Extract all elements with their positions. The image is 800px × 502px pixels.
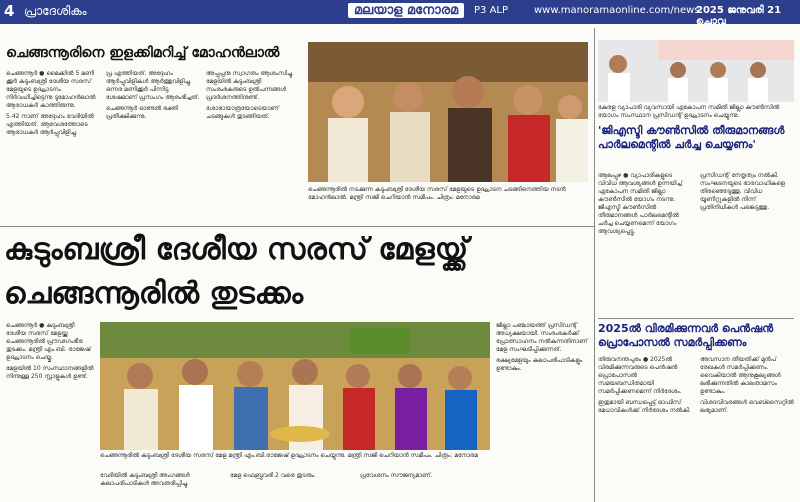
brand-logo: മലയാള മനോരമ — [348, 3, 464, 18]
story3-col2-para: അവസാന തീയതിക്ക് മുൻപ് രേഖകൾ സമർപ്പിക്കണം. വൈകിയാൽ ആനുകൂല്യങ്ങൾ ലഭിക്കുന്നതിൽ കാലതാമസം ഉണ്ടാകും. — [700, 356, 781, 395]
story3-col2-para: വിശദവിവരങ്ങൾ വെബ്സൈറ്റിൽ ലഭ്യമാണ്. — [700, 399, 794, 414]
story3-headline-line2: പ്രൊപോസൽ സമർപ്പിക്കണം — [598, 336, 747, 349]
story1-col1-para: 5.42 നാണ് അദ്ദേഹം വേദിയിൽ എത്തിയത്. ആവേശത്തോടെ ആരാധകർ ആർപ്പുവിളിച്ചു. — [6, 113, 94, 136]
story2-bottom-column-3 — [360, 472, 490, 498]
sidebar-column-2 — [700, 172, 794, 312]
website-link[interactable]: www.manoramaonline.com/news — [534, 5, 700, 16]
story1-col2-para: ചെങ്ങന്നൂർ ഓണ്ടൽ ഭക്തി പ്രതീക്ഷിക്കുന്നു. — [106, 105, 179, 120]
story3-column-1 — [598, 356, 692, 496]
story1-headline: ചെങ്ങന്നൂരിനെ ഇളക്കിമറിച്ച് മോഹൻലാൽ — [6, 45, 280, 61]
traders-meeting-photo — [598, 40, 794, 102]
sidebar-col1-para: ആലപ്പുഴ ● വ്യാപാരികളുടെ വിവിധ ആവശ്യങ്ങൾ ഉന്നയിച്ച് ഏകോപന സമിതി ജില്ലാ കൗൺസിൽ യോഗം നടന്നു. ജിഎസ്ടി കൗൺസിൽ തീരുമാനങ്ങൾ പാർലമെന്റിൽ ചർച്ച ചെയ്യണമെന്ന് യോഗം ആവശ്യപ്പെട്ടു. — [598, 172, 683, 235]
sidebar-col2-para: പ്രസിഡന്റ് നേതൃത്വം നൽകി. സംഘടനയുടെ ഭാരവാഹികളെ തിരഞ്ഞെടുത്തു. വിവിധ യൂണിറ്റുകളിൽ നിന്ന് പ്രതിനിധികൾ പങ്കെടുത്തു. — [700, 172, 785, 211]
story2-col2-para: ഭക്ഷ്യമേളയും കലാപരിപാടികളും ഉണ്ടാകും. — [496, 357, 583, 372]
story1-column-3 — [206, 70, 300, 220]
story2-column-1 — [6, 322, 94, 492]
story2-bottom-para: പ്രവേശനം സൗജന്യമാണ്. — [360, 472, 433, 479]
issue-date: 2025 ജനുവരി 21 ചൊവ്വ — [696, 5, 782, 27]
story2-headline-line2: ചെങ്ങന്നൂരിൽ തുടക്കം — [4, 276, 304, 311]
mohanlal-photo — [308, 42, 588, 182]
sarasa-mela-photo — [100, 322, 490, 450]
section-name: പ്രാദേശികം — [24, 4, 87, 18]
story1-col2-para: പ്ര എത്തിയത്. അദ്ദേഹം ആർപ്പുവിളികൾ ആർത്തുവിളിച്ചു. ഒന്നര മണിക്കൂർ പിന്നിട്ട ശേഷമാണ് പ്രസംഗം ആരംഭിച്ചത്. — [106, 70, 200, 101]
story2-col1-para: ചെങ്ങന്നൂർ ● കുടുംബശ്രീ ദേശീയ സരസ് മേളയ്ക്കു ചെങ്ങന്നൂരിൽ പ്രൗഢഗംഭീര തുടക്കം. മന്ത്രി എം.ബി. രാജേഷ് ഉദ്ഘാടനം ചെയ്തു. — [6, 322, 91, 361]
story2-col2-para: ജില്ലാ പഞ്ചായത്ത് പ്രസിഡന്റ് അധ്യക്ഷയായി. സംരംഭകർക്ക് പ്രോത്സാഹനം നൽകുന്നതിനാണ് മേള സംഘടിപ്പിക്കുന്നത്. — [496, 322, 588, 353]
story2-headline-line1: കുടുംബശ്രീ ദേശീയ സരസ് മേളയ്ക്ക് — [4, 232, 469, 267]
sidebar-headline: 'ജിഎസ്ടി കൗൺസിൽ തീരുമാനങ്ങൾ പാർലമെന്റിൽ ചർച്ച ചെയ്യണം' — [598, 124, 785, 151]
masthead-bar — [0, 0, 800, 27]
story2-bottom-column-2 — [230, 472, 354, 498]
story2-column-2 — [496, 322, 590, 498]
story2-bottom-column-1 — [100, 472, 224, 498]
story2-bottom-para: വേദിയിൽ കുടുംബശ്രീ അംഗങ്ങൾ കലാപരിപാടികൾ അവതരിപ്പിച്ചു. — [100, 472, 190, 487]
story1-col3-para: അപ്പുപ്പനു സ്വാഗതം ആശംസിച്ചു. മേളയിൽ കുടുംബശ്രീ സംരംഭകരുടെ ഉൽപന്നങ്ങൾ പ്രദർശനത്തിനുണ്ട്. — [206, 70, 294, 101]
story2-bottom-para: മേള ഫെബ്രുവരി 2 വരെ തുടരും. — [230, 472, 316, 479]
page-number: 4 — [4, 2, 15, 20]
story3-col1-para: ഇതുമായി ബന്ധപ്പെട്ട് ഓഫിസ് മേധാവികൾക്ക് നിർദേശം നൽകി. — [598, 399, 691, 414]
vertical-divider — [594, 28, 595, 502]
sidebar-photo-caption: കേരള വ്യാപാരി വ്യവസായി ഏകോപന സമിതി ജില്ലാ കൗൺസിൽ യോഗം സംസ്ഥാന പ്രസിഡന്റ് ഉദ്ഘാടനം ചെയ്യുന്നു. — [598, 104, 780, 119]
story1-column-1 — [6, 70, 100, 220]
story2-col1-para: മേളയിൽ 10 സംസ്ഥാനങ്ങളിൽ നിന്നുള്ള 250 സ്റ്റാളുകൾ ഉണ്ട്. — [6, 365, 94, 380]
story1-col1-para: ചെങ്ങന്നൂർ ● മൈക്കിൽ 5 മണി ക്കൂർ കുടുംബശ്രീ ദേശീയ സരസ് മേളയുടെ ഉദ്ഘാടനം നിർവഹിച്ചിട്ടെന്നു ടുമോഹൻലാൽ ആരാധകർ കാത്തിരുന്നു. — [6, 70, 96, 109]
sidebar-divider — [598, 318, 794, 319]
story3-column-2 — [700, 356, 794, 496]
story1-photo-caption: ചെങ്ങന്നൂരിൽ നടക്കുന്ന കുടുംബശ്രീ ദേശീയ സരസ് മേളയുടെ ഉദ്ഘാടന ചടങ്ങിനെത്തിയ നടൻ മോഹൻലാൽ. മന്ത്രി സജി ചെറിയാൻ സമീപം. ചിത്രം: മനോരമ — [308, 186, 566, 201]
story1-col3-para: ശോഭായാത്രയോടെയാണ് ചടങ്ങുകൾ തുടങ്ങിയത്. — [206, 105, 279, 120]
sidebar-column-1 — [598, 172, 692, 312]
story3-headline-line1: 2025ൽ വിരമിക്കുന്നവർ പെൻഷൻ — [598, 322, 774, 335]
horizontal-divider — [0, 226, 594, 227]
story2-photo-caption: ചെങ്ങന്നൂരിൽ കുടുംബശ്രീ ദേശീയ സരസ് മേള മന്ത്രി എം.ബി.രാജേഷ് ഉദ്ഘാടനം ചെയ്യുന്നു. മന്ത്രി സജി ചെറിയാൻ സമീപം. ചിത്രം: മനോരമ — [100, 452, 478, 459]
story1-column-2 — [106, 70, 200, 220]
edition-code: P3 ALP — [474, 5, 509, 16]
story3-col1-para: തിരുവനന്തപുരം ● 2025ൽ വിരമിക്കുന്നവരുടെ പെൻഷൻ പ്രൊപോസൽ സമയബന്ധിതമായി സമർപ്പിക്കണമെന്ന് നിർദേശം. — [598, 356, 682, 395]
